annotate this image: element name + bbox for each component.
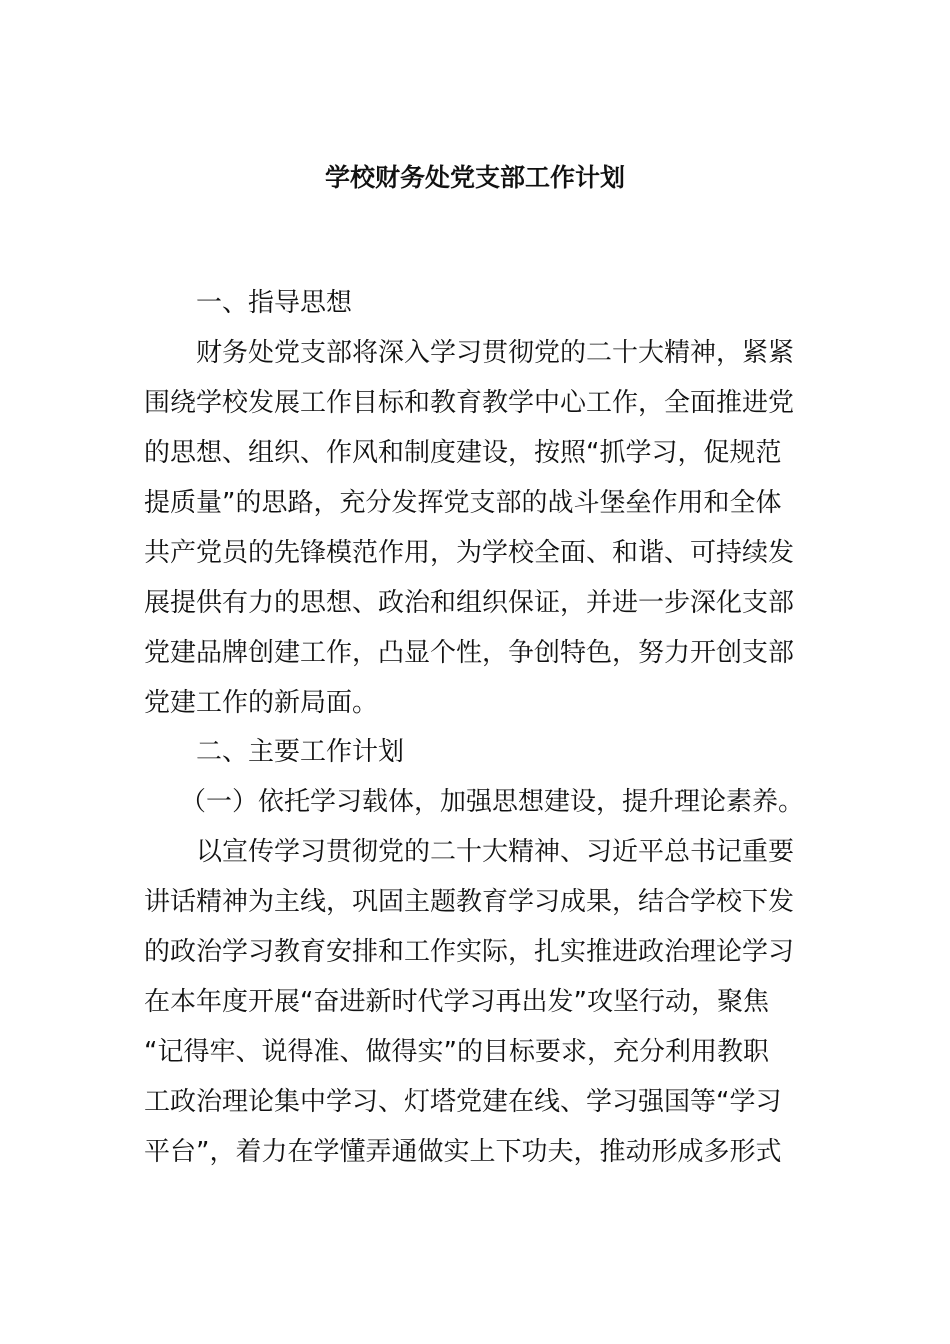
paragraph-line: “记得牢、说得准、做得实”的目标要求，充分利用教职 <box>144 1037 769 1067</box>
paragraph-line: 围绕学校发展工作目标和教育教学中心工作，全面推进党 <box>144 388 795 418</box>
paragraph-line: 共产党员的先锋模范作用，为学校全面、和谐、可持续发 <box>144 538 795 568</box>
paragraph-line: 党建工作的新局面。 <box>144 688 379 718</box>
document-title: 学校财务处党支部工作计划 <box>324 163 625 192</box>
paragraph-line: 提质量”的思路，充分发挥党支部的战斗堡垒作用和全体 <box>144 488 782 518</box>
paragraph-line: 的政治学习教育安排和工作实际，扎实推进政治理论学习 <box>144 937 795 967</box>
paragraph-line: 讲话精神为主线，巩固主题教育学习成果，结合学校下发 <box>144 887 795 917</box>
paragraph-line: 党建品牌创建工作，凸显个性，争创特色，努力开创支部 <box>144 638 795 668</box>
paragraph-line: 在本年度开展“奋进新时代学习再出发”攻坚行动，聚焦 <box>144 987 769 1017</box>
paragraph-line: 的思想、组织、作风和制度建设，按照“抓学习，促规范 <box>144 438 782 468</box>
paragraph-line: 展提供有力的思想、政治和组织保证，并进一步深化支部 <box>144 588 795 618</box>
paragraph-line: 财务处党支部将深入学习贯彻党的二十大精神，紧紧 <box>196 338 795 368</box>
subsection-heading: （一）依托学习载体，加强思想建设，提升理论素养。 <box>180 787 805 817</box>
section-heading-guiding-ideology: 一、指导思想 <box>196 288 353 318</box>
paragraph-line: 平台”，着力在学懂弄通做实上下功夫，推动形成多形式 <box>144 1137 782 1167</box>
paragraph-line: 以宣传学习贯彻党的二十大精神、习近平总书记重要 <box>196 837 795 867</box>
section-heading-main-work-plan: 二、主要工作计划 <box>196 737 405 767</box>
paragraph-line: 工政治理论集中学习、灯塔党建在线、学习强国等“学习 <box>144 1087 782 1117</box>
